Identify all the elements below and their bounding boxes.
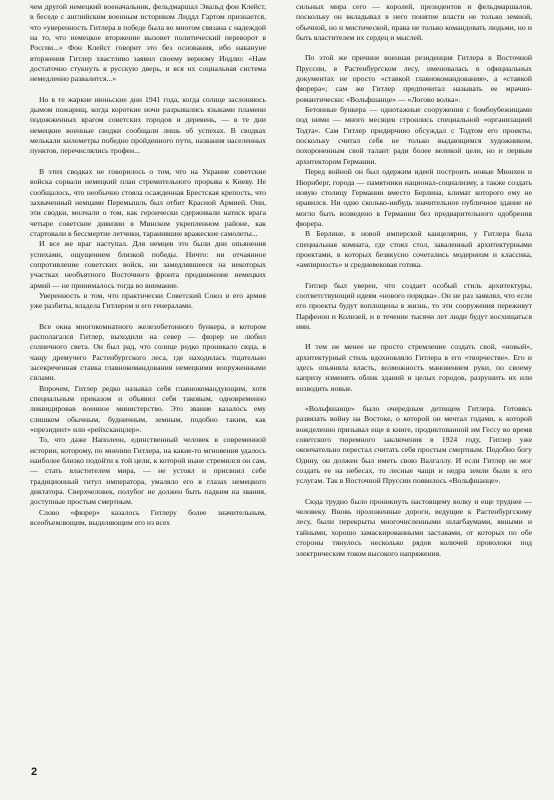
paragraph: И все же враг наступал. Для немцев это были дни опьянения успехами, ощущением близкой победы. Ничто: ни отчаянное сопротивление советских войск, ни замедлявшееся на некоторых участках необъятного Восточного фронта продвижение немецких армий — не принималось тогда во внимание. [30, 239, 266, 290]
left-text-column [30, 2, 266, 762]
paragraph: В Берлине, в новой имперской канцелярии, у Гитлера была специальная комната, где стоял стол, заваленный архитектурными проектами, в которых безвкусно сочетались модернизм и классика, «ампирность» и средневековая готика. [296, 229, 532, 270]
paragraph: То, что даже Наполеон, единственный человек в современной истории, которому, по мнению Гитлера, на какие-то мгновения удалось наиболее близко подойти к той цели, к которой ныне стремился он сам, — стать властителем мира, — не устоял и присвоил себе традиционный титул императора, умаляло его в глазах немецкого диктатора. Сверхчеловек, полубог не должен быть падким на звания, доступные простым смертным. [30, 435, 266, 507]
paragraph: Перед войной он был одержим идеей построить новые Мюнхен и Нюрнберг, города — памятники национал-социализму, а также создать новую столицу Германии вместо Берлина, климат которого ему не нравился. Ни одно сколько-нибудь значительное публичное здание не могло быть возведено в Германии без предварительного одобрения фюрера. [296, 167, 532, 228]
paragraph: Все окна многокомнатного железобетонного бункера, в котором располагался Гитлер, выходили на север — фюрер не любил солнечного света. Он был рад, что солнце редко проникало сюда, в чащу дремучего Растенбургского леса, где находилась тщательно засекреченная ставка главнокомандования немецкими вооруженными силами. [30, 321, 266, 383]
page-number: 2 [31, 766, 38, 778]
paragraph: И тем не менее не просто стремление создать свой, «новый», архитектурный стиль вдохновляло Гитлера в его «творчестве». Его и здесь опьяняла власть, возможность мановением руки, по своему капризу изменять облик зданий и целых городов, разрушить их или возводить новые. [296, 342, 532, 393]
paragraph: Уверенность в том, что практически Советский Союз и его армия уже разбиты, владела Гитлером и его генералами. [30, 290, 266, 311]
paragraph: По этой же причине военная резиденция Гитлера в Восточной Пруссии, в Растенбургском лесу, именовалась в официальных документах не просто «ставкой главнокомандования», а «ставкой фюрера»; сам же Гитлер предпочитал называть ее мрачно-романтически: «Вольфшанце» — «Логово волка». [296, 53, 532, 104]
right-text-column [296, 2, 532, 762]
paragraph: Гитлер был уверен, что создает особый стиль архитектуры, соответствующий идеям «нового порядка». Он не раз заявлял, что если его проекты будут воплощены в жизнь, то эти сооружения переживут Парфенон и Колизей, и в течение тысячи лет люди будут восхищаться ими. [296, 280, 532, 331]
paragraph: чем другой немецкий военачальник, фельдмаршал Эвальд фон Клейст, в беседе с английским военным историком Лиддл Гартом признается, что «уверенность Гитлера в победе была во многом связана с надеждой на то, что немецкое вторжение вызовет политический переворот в России...» Фон Клейст говорит это без основания, ибо накануне вторжения Гитлер хвастливо заявил своему верному Иодлю: «Нам достаточно стукнуть в русскую дверь, и вся их социальная система немедленно развалится...» [30, 2, 266, 84]
paragraph: «Вольфшанце» было очередным детищем Гитлера. Готовясь развязать войну на Востоке, о которой он мечтал годами, к которой вожделенно призывал еще в книге, продиктованной им Гессу во время советского тюремного заключения в 1924 году, Гитлер уже окончательно перестал считать себя простым смертным. Подобно богу Одину, он должен был иметь свою Валгаллу. И если Гитлер не мог создать ее на небесах, то лесные чащи и недра земли были к его услугам. Так в Восточной Пруссии появилось «Вольфшанце». [296, 404, 532, 486]
paragraph: сильных мира сего — королей, президентов и фельдмаршалов, поскольку он вкладывал в него понятие власти не только земной, обычной, но и мистической, права не только командовать людьми, но и быть властителем их сердец и мыслей. [296, 2, 532, 43]
paragraph: Но в те жаркие июньские дни 1941 года, когда солнце заслоняюсь дымом пожарищ, когда короткие ночи разрывались языками пламени подожженных врагом советских городов и деревень, — в те дни немецкие военные сводки сообщали лишь об успехах. В сводках мелькали километры победно пройденного пути, названия населенных пунктов, перечислялись трофеи... [30, 94, 266, 156]
paragraph: Бетонные бункера — однотажные сооружения с бомбоубежищами под ними — много месяцев строились специальной «организацией Тодта». Сам Гитлер придирчиво обсуждал с Тодтом его проекты, поскольку считал себя не только выдающимся художником, похороненным свой талант ради более великой цели, но и первым архитектором Германии. [296, 105, 532, 166]
paragraph: Слово «фюрер» казалось Гитлеру более значительным, всеобъемлющим, выделяющим его из всех [30, 507, 266, 528]
paragraph: Сюда трудно было проникнуть настоящему волку и еще труднее — человеку. Вновь проложенные дороги, ведущие к Растенбургскому лесу, были перекрыты многочисленными шлагбаумами, явными и тайными, хорошо замаскированными заставами, от которых по обе стороны тянулось несколько рядов колючей проволоки под электрическим током высокого напряжения. [296, 496, 532, 558]
paragraph: Впрочем, Гитлер редко называл себя главнокомандующим, хотя специальным приказом и объявил себя таковым, одновременно ликвидировав военное министерство. Это звание казалось ему слишком обычным, будничным, земным, подобно таким, как «президент» или «рейхсканцлер». [30, 383, 266, 435]
paragraph: В этих сводках не говорилось о том, что на Украине советские войска сорвали немецкий план стремительного прорыва к Киеву. Не сообщалось, что необычно стояла осажденная Брестская крепость, что захваченный немцами Перемышль был отбит Красной Армией. Они, эти сводки, молчали о том, как героически сдерживали натиск врага четыре советские дивизии в Минском укрепленном районе, как стартовали в бессмертие летчики, таранившие вражеские самолеты... [30, 166, 266, 238]
